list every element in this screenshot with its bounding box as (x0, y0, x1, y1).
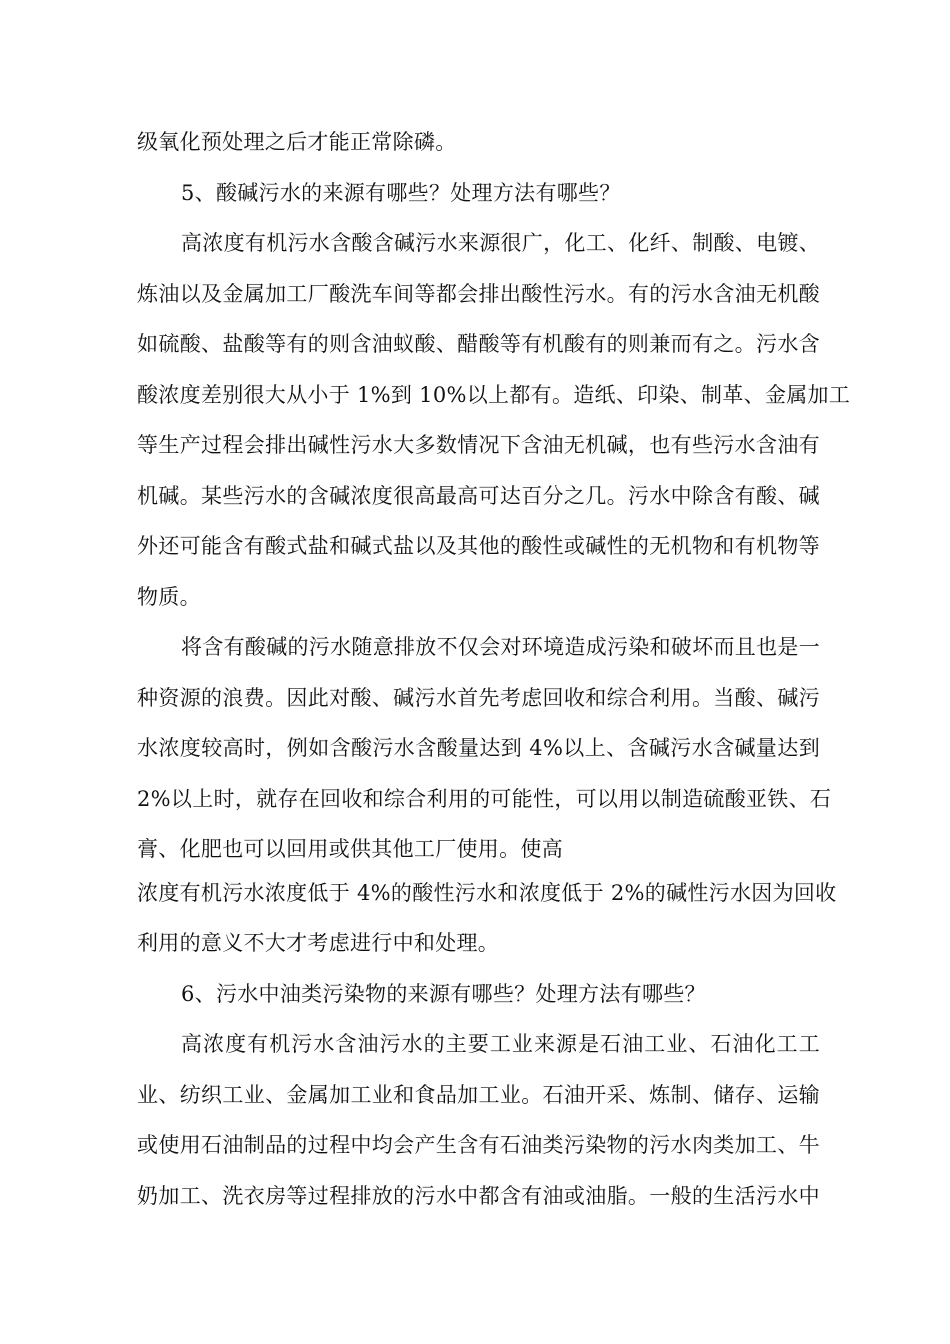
paragraph-line: 奶加工、洗衣房等过程排放的污水中都含有油或油脂。一般的生活污水中 (137, 1184, 820, 1208)
section-heading: 5、酸碱污水的来源有哪些？处理方法有哪些？ (181, 181, 621, 205)
paragraph-line: 机碱。某些污水的含碱浓度很高最高可达百分之几。污水中除含有酸、碱 (137, 484, 820, 508)
paragraph-line: 如硫酸、盐酸等有的则含油蚁酸、醋酸等有机酸有的则兼而有之。污水含 (137, 332, 820, 356)
paragraph-line: 等生产过程会排出碱性污水大多数情况下含油无机碱，也有些污水含油有 (137, 433, 820, 457)
paragraph-line: 水浓度较高时，例如含酸污水含酸量达到 4%以上、含碱污水含碱量达到 (137, 736, 820, 760)
paragraph-line: 级氧化预处理之后才能正常除磷。 (137, 130, 457, 154)
paragraph-line: 高浓度有机污水含酸含碱污水来源很广，化工、化纤、制酸、电镀、 (181, 231, 820, 255)
paragraph-line: 利用的意义不大才考虑进行中和处理。 (137, 931, 500, 955)
paragraph-line: 种资源的浪费。因此对酸、碱污水首先考虑回收和综合利用。当酸、碱污 (137, 686, 820, 710)
paragraph-line: 业、纺织工业、金属加工业和食品加工业。石油开采、炼制、储存、运输 (137, 1083, 820, 1107)
paragraph-line: 外还可能含有酸式盐和碱式盐以及其他的酸性或碱性的无机物和有机物等 (137, 534, 820, 558)
paragraph-line: 酸浓度差别很大从小于 1%到 10%以上都有。造纸、印染、制革、金属加工 (137, 383, 851, 407)
paragraph-line: 炼油以及金属加工厂酸洗车间等都会排出酸性污水。有的污水含油无机酸 (137, 282, 820, 306)
paragraph-line: 高浓度有机污水含油污水的主要工业来源是石油工业、石油化工工 (181, 1032, 820, 1056)
paragraph-line: 物质。 (137, 585, 201, 609)
paragraph-line: 膏、化肥也可以回用或供其他工厂使用。使高 (137, 837, 563, 861)
paragraph-line: 2%以上时，就存在回收和综合利用的可能性，可以用以制造硫酸亚铁、石 (137, 787, 832, 811)
paragraph-line: 将含有酸碱的污水随意排放不仅会对环境造成污染和破坏而且也是一 (181, 635, 820, 659)
paragraph-line: 浓度有机污水浓度低于 4%的酸性污水和浓度低于 2%的碱性污水因为回收 (137, 881, 837, 905)
paragraph-line: 或使用石油制品的过程中均会产生含有石油类污染物的污水肉类加工、牛 (137, 1133, 820, 1157)
section-heading: 6、污水中油类污染物的来源有哪些？处理方法有哪些？ (181, 982, 706, 1006)
